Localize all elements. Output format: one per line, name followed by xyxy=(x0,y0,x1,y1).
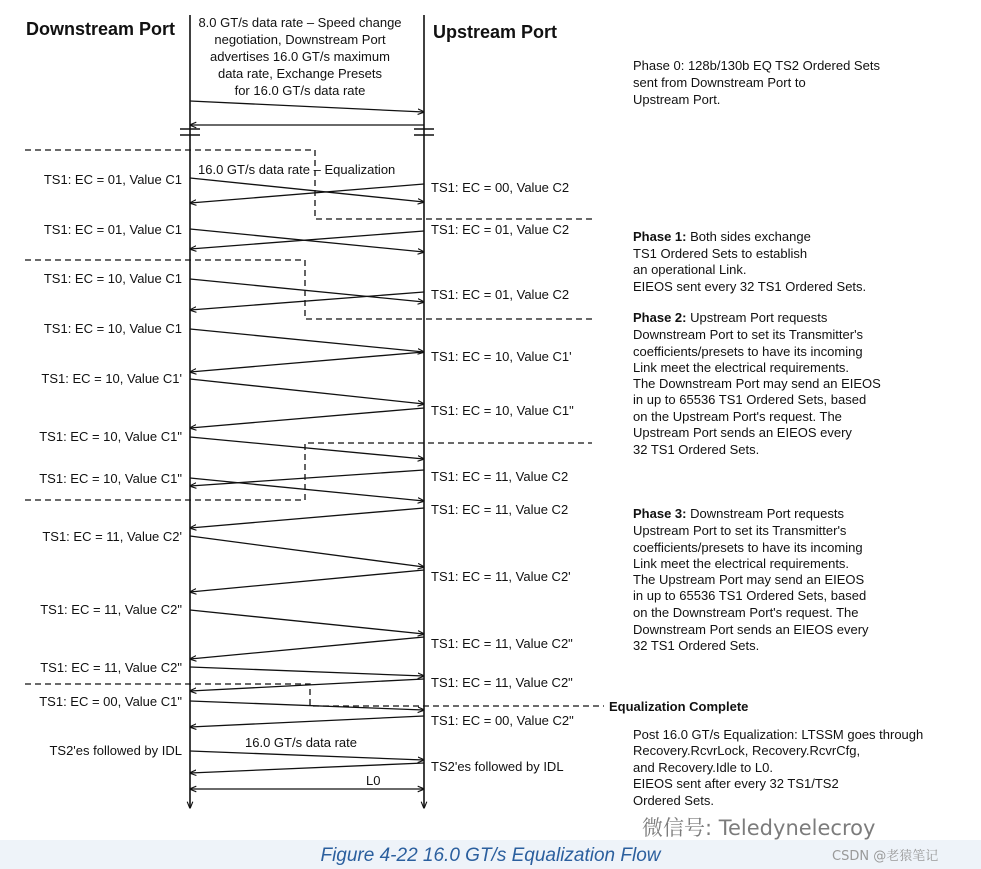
ds-label: TS1: EC = 00, Value C1" xyxy=(39,694,182,709)
arrow-us xyxy=(190,570,424,592)
phase-line: Downstream Port requests xyxy=(690,506,845,521)
phase-heading: Phase 1: xyxy=(633,229,687,244)
arrow-us xyxy=(190,508,424,528)
arrow-us xyxy=(190,679,424,691)
us-label: TS1: EC = 11, Value C2" xyxy=(431,636,573,651)
upstream-port-title: Upstream Port xyxy=(433,22,558,42)
ds-label: TS1: EC = 11, Value C2" xyxy=(40,660,182,675)
arrow-ds xyxy=(190,178,424,202)
ds-label: TS1: EC = 10, Value C1 xyxy=(43,271,182,286)
phase-line: on the Upstream Port's request. The xyxy=(633,409,842,424)
eq-complete-label: Equalization Complete xyxy=(609,699,749,714)
phase-line: Downstream Port to set its Transmitter's xyxy=(633,327,864,342)
arrow-ds xyxy=(190,536,424,567)
arrow-ts2-us xyxy=(190,763,424,773)
us-label: TS1: EC = 11, Value C2 xyxy=(431,502,569,517)
phase-line: Link meet the electrical requirements. xyxy=(633,360,850,375)
post-eq-line: Ordered Sets. xyxy=(633,793,714,808)
post-eq-line: EIEOS sent after every 32 TS1/TS2 xyxy=(633,776,839,791)
l0-label: L0 xyxy=(366,773,381,788)
phase-0-text xyxy=(633,58,880,107)
post-rate-note: 16.0 GT/s data rate xyxy=(245,735,358,750)
phase-line: coefficients/presets to have its incoming xyxy=(633,540,863,555)
arrow-ds xyxy=(190,437,424,459)
ds-label: TS1: EC = 10, Value C1" xyxy=(39,429,182,444)
phase-line: Downstream Port sends an EIEOS every xyxy=(633,622,869,637)
phase-line: in up to 65536 TS1 Ordered Sets, based xyxy=(633,588,867,603)
svg-text:Phase 2: Upstream Port request xyxy=(633,310,828,325)
phase-line: Both sides exchange xyxy=(690,229,811,244)
top-note-line: advertises 16.0 GT/s maximum xyxy=(210,49,390,64)
us-label: TS1: EC = 00, Value C2" xyxy=(431,713,574,728)
phase-line: an operational Link. xyxy=(633,262,747,277)
arrow-us xyxy=(190,637,424,659)
phase-line: on the Downstream Port's request. The xyxy=(633,605,859,620)
upstream-labels xyxy=(431,180,574,774)
svg-text:Phase 3: Downstream Port reque xyxy=(633,506,845,521)
post-eq-line: Post 16.0 GT/s Equalization: LTSSM goes through xyxy=(633,727,924,742)
downstream-port-title: Downstream Port xyxy=(26,19,176,39)
phase-heading: Phase 3: xyxy=(633,506,687,521)
ds-label: TS1: EC = 10, Value C1' xyxy=(41,371,182,386)
ds-label: TS1: EC = 01, Value C1 xyxy=(43,172,182,187)
arrow-ds xyxy=(190,610,424,634)
arrow-us xyxy=(190,716,424,727)
post-eq-line: and Recovery.Idle to L0. xyxy=(633,760,773,775)
top-note-line: data rate, Exchange Presets xyxy=(217,66,383,81)
phase-line: The Downstream Port may send an EIEOS xyxy=(633,376,881,391)
us-label: TS1: EC = 11, Value C2' xyxy=(431,569,571,584)
arrow-ts2-ds xyxy=(190,751,424,760)
post-eq-text xyxy=(633,727,923,808)
message-arrows xyxy=(190,101,424,789)
ds-label: TS1: EC = 10, Value C1" xyxy=(39,471,182,486)
phase-3-text xyxy=(633,506,869,653)
us-label: TS1: EC = 01, Value C2 xyxy=(431,222,570,237)
phase-line: Link meet the electrical requirements. xyxy=(633,556,850,571)
phase-line: Upstream Port. xyxy=(633,92,721,107)
phase-line: 128b/130b EQ TS2 Ordered Sets xyxy=(687,58,880,73)
arrow-us xyxy=(190,408,424,428)
figure-caption: Figure 4-22 16.0 GT/s Equalization Flow xyxy=(320,845,661,866)
phase-line: Upstream Port to set its Transmitter's xyxy=(633,523,847,538)
arrow-speed-change-ds xyxy=(190,101,424,112)
ds-label: TS1: EC = 01, Value C1 xyxy=(43,222,182,237)
arrow-ds xyxy=(190,478,424,501)
phase-line: in up to 65536 TS1 Ordered Sets, based xyxy=(633,392,867,407)
us-label: TS1: EC = 01, Value C2 xyxy=(431,287,570,302)
arrow-us xyxy=(190,231,424,249)
us-label: TS2'es followed by IDL xyxy=(431,759,564,774)
arrow-ds xyxy=(190,329,424,352)
post-eq-line: Recovery.RcvrLock, Recovery.RcvrCfg, xyxy=(633,743,861,758)
us-label: TS1: EC = 10, Value C1" xyxy=(431,403,574,418)
phase-line: coefficients/presets to have its incoming xyxy=(633,344,863,359)
eq-rate-note: 16.0 GT/s data rate – Equalization xyxy=(198,162,396,177)
ds-label: TS1: EC = 10, Value C1 xyxy=(43,321,182,336)
arrow-ds xyxy=(190,667,424,676)
phase-line: The Upstream Port may send an EIEOS xyxy=(633,572,865,587)
phase-line: Upstream Port sends an EIEOS every xyxy=(633,425,852,440)
arrow-us xyxy=(190,470,424,486)
top-note-line: for 16.0 GT/s data rate xyxy=(234,83,366,98)
us-label: TS1: EC = 10, Value C1' xyxy=(431,349,572,364)
phase-line: Upstream Port requests xyxy=(690,310,828,325)
top-note-line: negotiation, Downstream Port xyxy=(214,32,386,47)
svg-text:Phase 0: 128b/130b EQ TS2 Orde xyxy=(633,58,880,73)
ds-label: TS1: EC = 11, Value C2' xyxy=(42,529,182,544)
arrow-ds xyxy=(190,379,424,404)
phase-line: 32 TS1 Ordered Sets. xyxy=(633,442,760,457)
top-note-line: 8.0 GT/s data rate – Speed change xyxy=(198,15,402,30)
ds-label: TS1: EC = 11, Value C2" xyxy=(40,602,182,617)
phase-heading: Phase 0: xyxy=(633,58,685,73)
phase-line: TS1 Ordered Sets to establish xyxy=(633,246,808,261)
phase-line: sent from Downstream Port to xyxy=(633,75,806,90)
arrow-ds xyxy=(190,279,424,302)
phase-heading: Phase 2: xyxy=(633,310,687,325)
phase-line: EIEOS sent every 32 TS1 Ordered Sets. xyxy=(633,279,867,294)
us-label: TS1: EC = 11, Value C2 xyxy=(431,469,569,484)
us-label: TS1: EC = 11, Value C2" xyxy=(431,675,573,690)
svg-text:Phase 1: Both sides exchange xyxy=(633,229,811,244)
phase-1-text xyxy=(633,229,866,294)
arrow-us xyxy=(190,292,424,310)
ds-label: TS2'es followed by IDL xyxy=(49,743,182,758)
phase-line: 32 TS1 Ordered Sets. xyxy=(633,638,760,653)
arrow-us xyxy=(190,184,424,203)
speed-change-note xyxy=(198,15,401,98)
phase-2-text xyxy=(633,310,881,457)
us-label: TS1: EC = 00, Value C2 xyxy=(431,180,570,195)
arrow-us xyxy=(190,352,424,372)
csdn-source-mark: CSDN @老猿笔记 xyxy=(832,849,939,864)
wechat-watermark: 微信号: Teledynelecroy xyxy=(642,816,876,840)
